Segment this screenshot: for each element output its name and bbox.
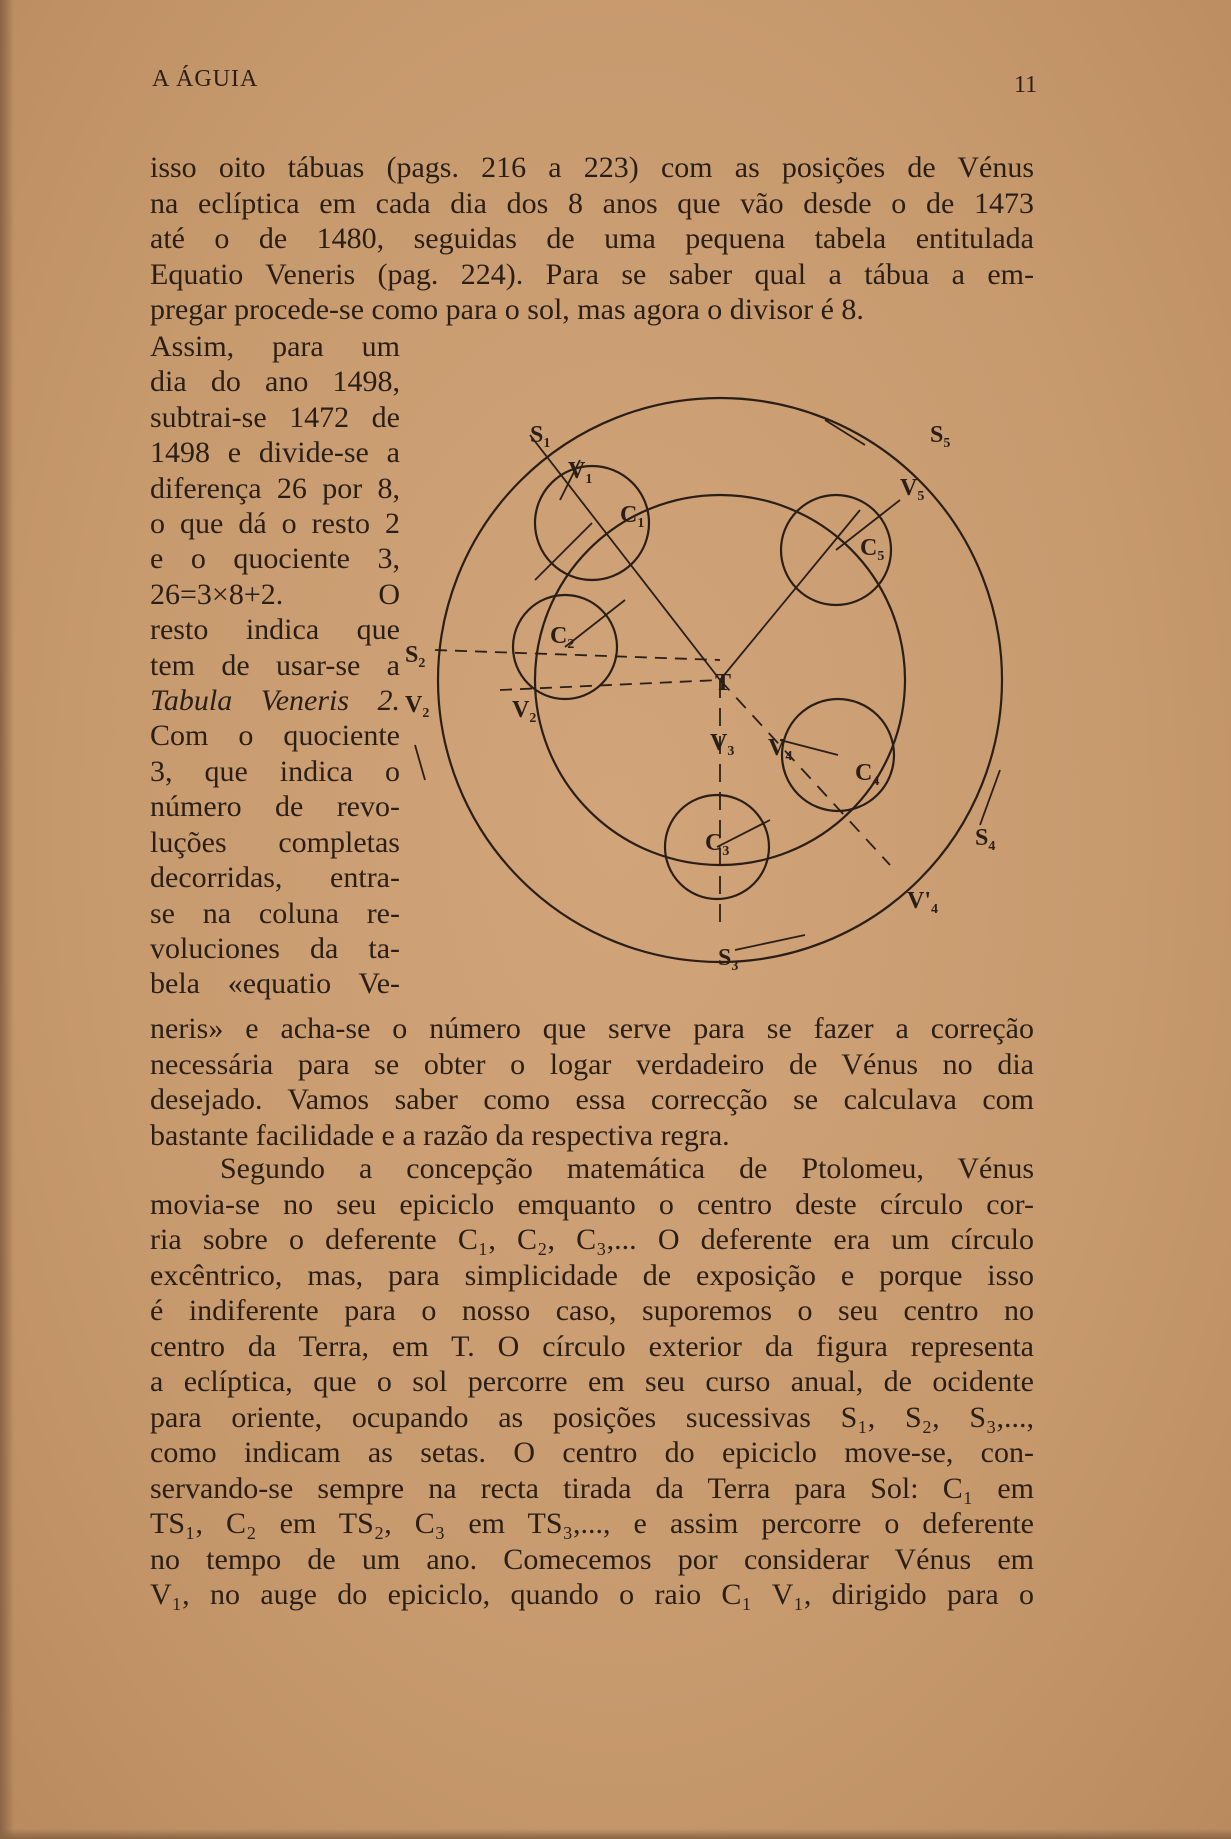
text-line: e o quociente 3, [150, 542, 400, 576]
text-line: ria sobre o deferente C₁, C₂, C₃,... O deferente era um círculo [150, 1223, 1034, 1256]
arrow-bottom [735, 935, 805, 950]
radius-c3 [717, 820, 770, 847]
text-line: neris» e acha-se o número que serve para se fazer a correção [150, 1012, 1034, 1045]
label-s2: $S_2$ [405, 642, 426, 671]
text-line: é indiferente para o nosso caso, suporemos o seu centro no [150, 1294, 1034, 1327]
text-line: pregar procede-se como para o sol, mas agora o divisor é 8. [150, 293, 864, 326]
text-line: se na coluna re- [150, 896, 400, 930]
text-line: resto indica que [150, 613, 400, 647]
label-v4: $V_4$ [768, 735, 793, 764]
text-line: isso oito tábuas (pags. 216 a 223) com as posições de Vénus [150, 151, 1034, 184]
label-t: T [715, 670, 732, 696]
text-line: V₁, no auge do epiciclo, quando o raio C₁ V₁, dirigido para o [150, 1578, 1034, 1611]
text-line: o que dá o resto 2 [150, 507, 400, 541]
paragraph-1 [150, 150, 1034, 328]
label-v2p: $V_2$ [405, 692, 430, 721]
text-line: como indicam as setas. O centro do epiciclo move-se, con- [150, 1436, 1034, 1469]
epicycle-diagram-svg [405, 360, 1040, 990]
text-line: movia-se no seu epiciclo emquanto o centro deste círculo cor- [150, 1187, 1034, 1221]
arrow-top [825, 420, 865, 445]
label-s3: $S_3$ [718, 945, 739, 974]
page-edge-bottom [0, 1829, 1231, 1839]
label-c5: $C_5$ [860, 535, 885, 564]
label-c4: $C_4$ [855, 760, 880, 789]
text-line: Com o quociente [150, 719, 400, 753]
epicycle-diagram [405, 360, 1040, 990]
text-line: Segundo a concepção matemática de Ptolomeu, Vénus [220, 1152, 1034, 1185]
text-line: Assim, para um [150, 330, 400, 363]
text-line: Tabula Veneris 2. [150, 684, 400, 718]
label-v5: $V_5$ [900, 475, 925, 504]
text-line: para oriente, ocupando as posições sucessivas S₁, S₂, S₃,..., [150, 1400, 1034, 1434]
page-edge-left [0, 0, 14, 1839]
text-line: TS₁, C₂ em TS₂, C₃ em TS₃,..., e assim percorre o deferente [150, 1507, 1034, 1540]
text-line: Equatio Veneris (pag. 224). Para se saber qual a tábua a em- [150, 257, 1034, 291]
text-line: no tempo de um ano. Comecemos por considerar Vénus em [150, 1542, 1034, 1576]
label-v1: $V_1$ [568, 458, 593, 487]
label-v3: $V_3$ [710, 730, 735, 759]
text-line: centro da Terra, em T. O círculo exterior da figura representa [150, 1329, 1034, 1363]
text-line: desejado. Vamos saber como essa correcção se calculava com [150, 1083, 1034, 1116]
text-line: tem de usar-se a [150, 648, 400, 682]
page-number: 11 [1014, 72, 1038, 98]
line-t-s2 [435, 650, 720, 660]
text-line: decorridas, entra- [150, 861, 400, 895]
text-line: subtrai-se 1472 de [150, 400, 400, 434]
text-line: até o de 1480, seguidas de uma pequena tabela entitulada [150, 222, 1034, 255]
text-line: voluciones da ta- [150, 931, 400, 965]
text-line: dia do ano 1498, [150, 365, 400, 399]
arrow-right [980, 770, 1000, 825]
arrow-left [415, 745, 425, 780]
label-s4: $S_4$ [975, 825, 996, 854]
text-line: na eclíptica em cada dia dos 8 anos que vão desde o de 1473 [150, 186, 1034, 220]
paragraph-2 [150, 1151, 1034, 1613]
label-v4p: $V'_4$ [907, 888, 938, 917]
text-line: excêntrico, mas, para simplicidade de exposição e porque isso [150, 1258, 1034, 1292]
text-line: diferença 26 por 8, [150, 471, 400, 505]
text-line: bela «equatio Ve- [150, 967, 400, 1001]
label-s1: $S_1$ [530, 422, 551, 451]
narrow-column-text [150, 329, 400, 1002]
text-line: a eclíptica, que o sol percorre em seu curso anual, de ocidente [150, 1365, 1034, 1398]
line-t-s5 [720, 510, 860, 680]
text-line: luções completas [150, 825, 400, 859]
label-c1: $C_1$ [620, 502, 645, 531]
text-line: 26=3×8+2. O [150, 577, 400, 611]
label-v2: $V_2$ [512, 697, 537, 726]
label-c3: $C_3$ [705, 830, 730, 859]
text-line: necessária para se obter o logar verdadeiro de Vénus no dia [150, 1047, 1034, 1081]
label-c2: $C_2$ [550, 623, 575, 652]
label-s5: $S_5$ [930, 422, 951, 451]
text-line: 1498 e divide-se a [150, 436, 400, 470]
text-line: bastante facilidade e a razão da respectiva regra. [150, 1118, 730, 1152]
text-line: 3, que indica o [150, 754, 400, 788]
text-line: servando-se sempre na recta tirada da Terra para Sol: C₁ em [150, 1471, 1034, 1505]
running-head: A ÁGUIA [152, 66, 259, 92]
text-line: número de revo- [150, 790, 400, 824]
paragraph-1-continuation [150, 1011, 1034, 1153]
